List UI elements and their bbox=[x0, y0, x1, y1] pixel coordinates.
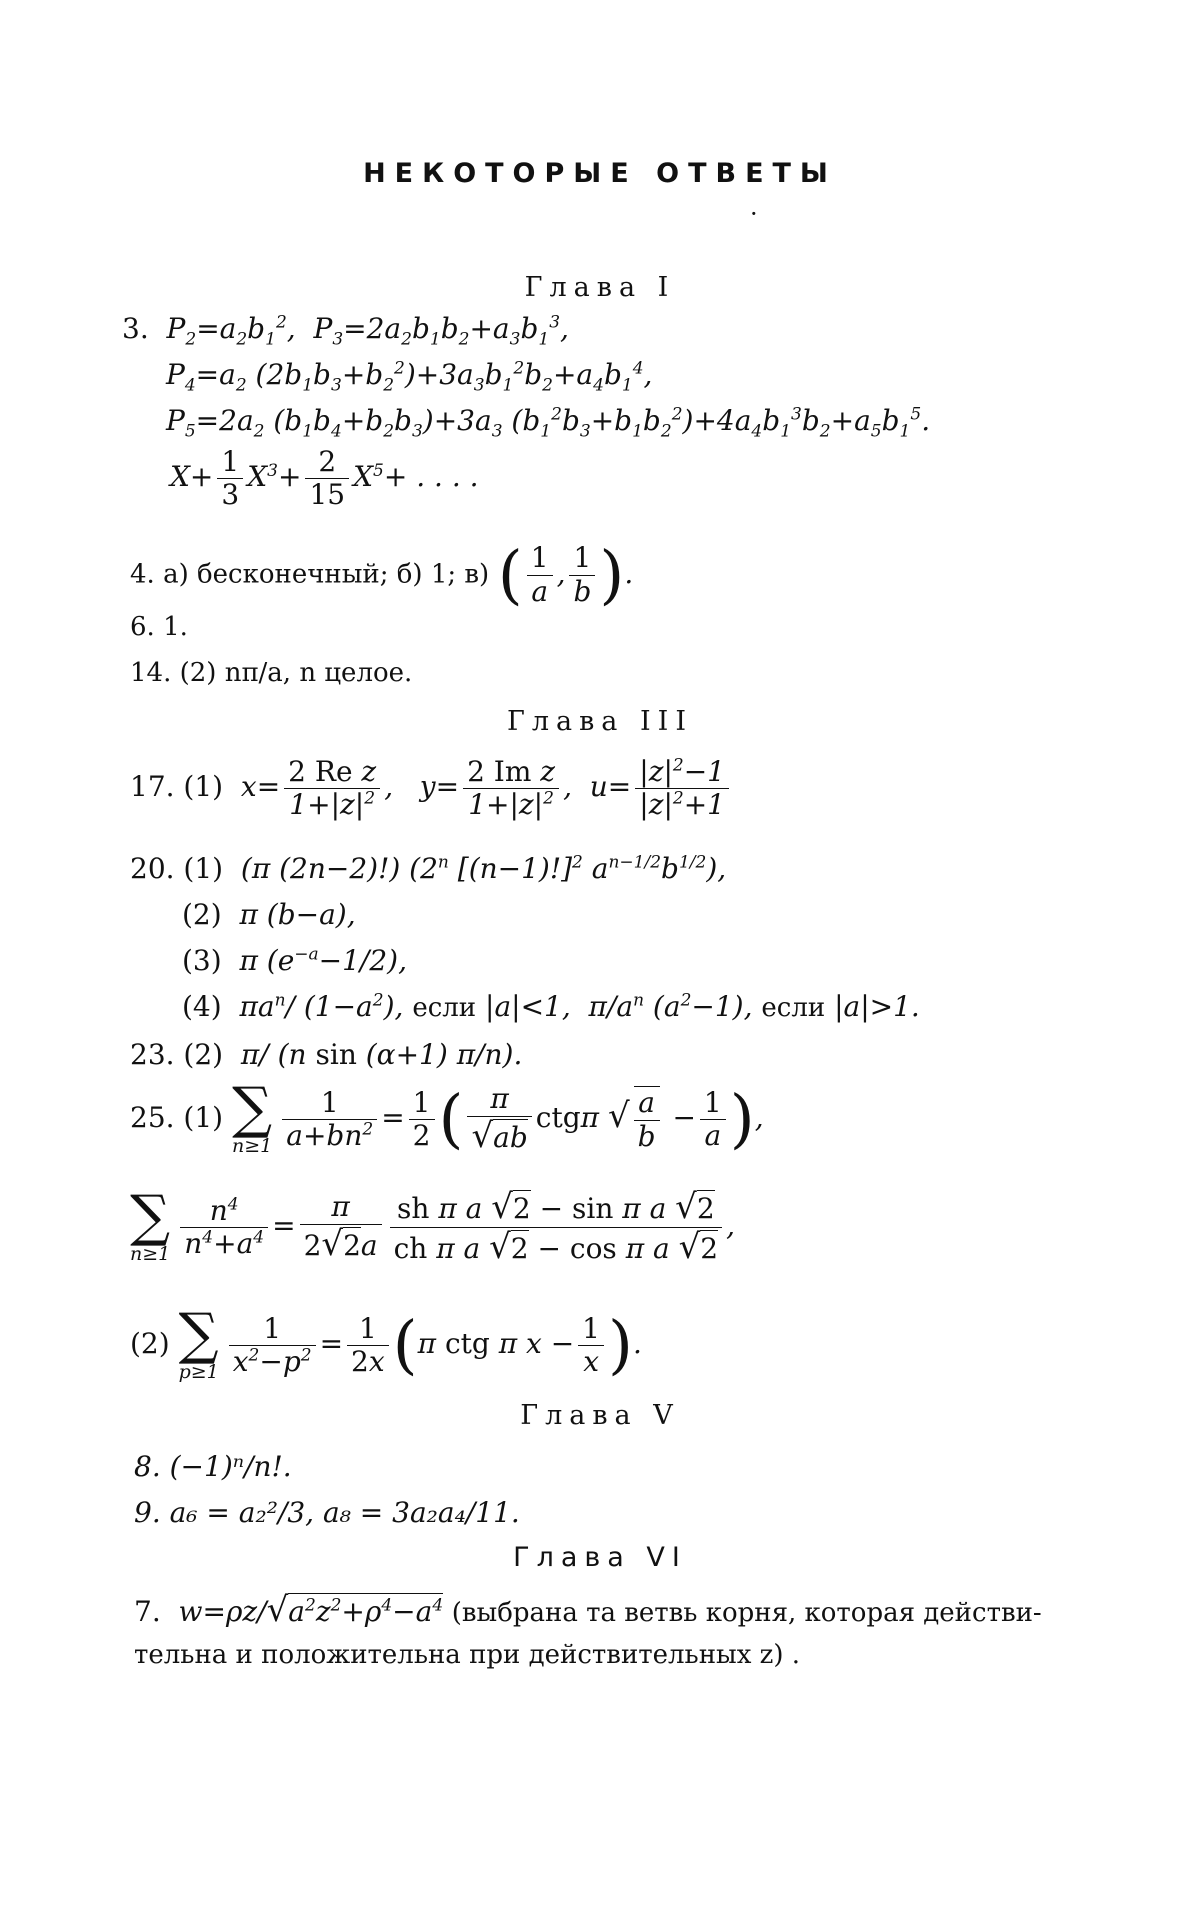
answer-20-3: (3) π $(e^{-a}-1/2)$, bbox=[182, 944, 408, 977]
if-word-2: если bbox=[761, 993, 826, 1023]
answer-20-2: (2) π (b−a), bbox=[182, 898, 356, 931]
answer-23: 23. (2) π/ (n sin (α+1) π/n). bbox=[130, 1038, 523, 1071]
answer-5-8: 8. (−1)ⁿ/n!. bbox=[134, 1450, 292, 1483]
answer-17: 17. (1) x= $\frac{\text{2 Re z}}{1+|z|^2}$ , y= $\frac{\text{2 Im z}}{1+|z|^2}$ , u= $\frac{|z|^2-1}{|z|^2+1}$ bbox=[130, 756, 733, 821]
answer-6-7-text-1: (выбрана та ветвь корня, которая действи- bbox=[451, 1598, 1042, 1628]
answer-4: 4. a) бесконечный; б) 1; в) ( $\frac{1}{a}$ , $\frac{1}{b}$ ). bbox=[130, 538, 634, 612]
answer-14: 14. (2) nπ/a, n целое. bbox=[130, 658, 413, 688]
answer-25-2: (2) ∑ p≥1 $\frac{1}{x^2-p^2}$ = $\frac{1}{2x}$ (π ctg π x − $\frac{1}{x}$ ). bbox=[130, 1302, 642, 1384]
answer-25-1: 25. (1) ∑ n≥1 $\frac{1}{a+bn^2}$ = $\frac{1}{2}$ ( $\frac{\pi}{√ab}$ ctgπ √ $\frac{a}{b}$ − $\frac{1}{a}$ ), bbox=[130, 1076, 764, 1158]
if-word-1: если bbox=[412, 993, 477, 1023]
answer-6-7-line-2: тельна и положительна при действительных z) . bbox=[134, 1640, 801, 1670]
chapter-heading-6: Глава VI bbox=[513, 1542, 687, 1573]
answer-4-label: 4. a) бесконечный; б) 1; в) bbox=[130, 559, 490, 590]
answer-3-line-2: $P_4=a_2$ $(2b_1b_3+b_2^2)+3a_3b_1^2b_2+a_4b_1^4$, bbox=[166, 358, 653, 396]
chapter-heading-1: Глава I bbox=[524, 272, 676, 303]
chapter-heading-5: Глава V bbox=[520, 1400, 680, 1431]
answer-6: 6. 1. bbox=[130, 612, 188, 642]
answer-3-line-3: $P_5=2a_2$ $(b_1b_4+b_2b_3)+3a_3$ $(b_1^2b_3+b_1b_2^2)+4a_4b_1^3b_2+a_5b_1^5$. bbox=[166, 404, 931, 442]
answer-3-line-1: 3. $P_2=a_2b_1^2$, $P_3=2a_2b_1b_2+a_3b_1^3$, bbox=[122, 312, 569, 350]
answer-25-1-second: ∑ n≥1 $\frac{n^4}{n^4+a^4}$ = $\frac{\pi}{2√2a}$ $\frac{\text{sh π a √2 − sin π a √2}}{\text{ch π a √2 − cos π a √2}}$ , bbox=[130, 1184, 736, 1268]
answer-5-9: 9. a₆ = a₂²/3, a₈ = 3a₂a₄/11. bbox=[134, 1496, 520, 1529]
dot-mark: · bbox=[750, 200, 758, 228]
chapter-heading-3: Глава III bbox=[506, 706, 693, 737]
answer-3-series: X+ $\frac{1}{3}$ $X^3+$ $\frac{2}{15}$ $X^5+$ . . . . bbox=[170, 445, 479, 512]
answer-20-4: (4) $\pi a^n/$ $(1-a^2)$, если |a|<1, $\pi/a^n$ $(a^2-1)$, если |a|>1. bbox=[182, 990, 920, 1023]
answer-20-1: 20. (1) (π (2n−2)!) (2$^n$ $[(n-1)!]^2$ $a^{n-1/2}b^{1/2}$), bbox=[130, 852, 727, 885]
page-title: НЕКОТОРЫЕ ОТВЕТЫ bbox=[363, 158, 837, 189]
answer-6-7-line-1: 7. $w=\rho z/√a^2z^2+\rho^4-a^4$ (выбрана та ветвь корня, которая действи- bbox=[134, 1590, 1042, 1630]
